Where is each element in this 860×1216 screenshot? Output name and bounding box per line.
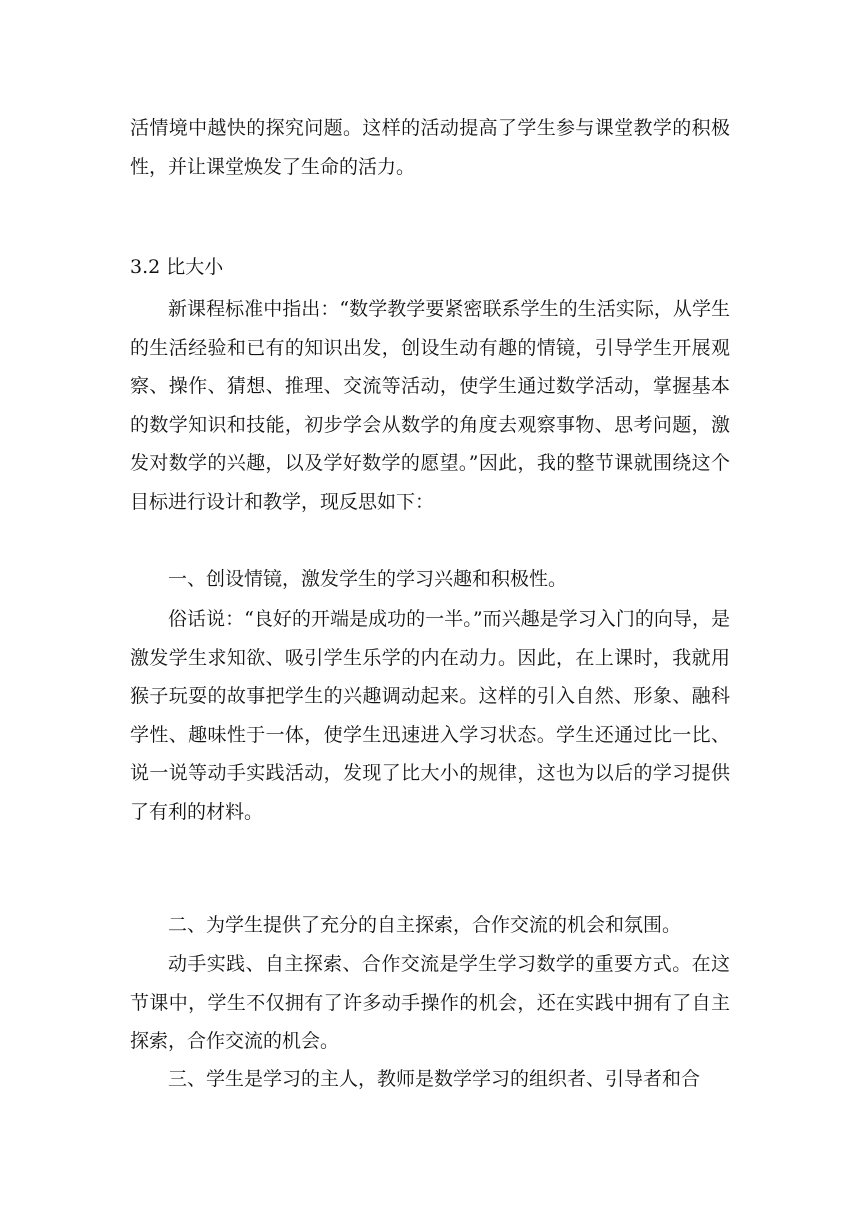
point-one-heading: 一、创设情镜，激发学生的学习兴趣和积极性。: [168, 568, 568, 590]
point-two-heading: 二、为学生提供了充分的自主探索，合作交流的机会和氛围。: [168, 914, 682, 936]
point-three-heading: 三、学生是学习的主人，教师是数学学习的组织者、引导者和合: [168, 1068, 701, 1090]
paragraph-point-one: 俗话说：“良好的开端是成功的一半。”而兴趣是学习入门的向导，是激发学生求知欲、吸引学生乐学的内在动力。因此，在上课时，我就用猴子玩耍的故事把学生的兴趣调动起来。这样的引入自然、形象、融科学性、趣味性于一体，使学生迅速进入学习状态。学生还通过比一比、说一说等动手实践活动，发现了比大小的规律，这也为以后的学习提供了有利的材料。: [130, 608, 730, 823]
paragraph-continued: 活情境中越快的探究问题。这样的活动提高了学生参与课堂教学的积极性，并让课堂焕发了生命的活力。: [130, 117, 730, 178]
paragraph-point-two: 动手实践、自主探索、合作交流是学生学习数学的重要方式。在这节课中，学生不仅拥有了许多动手操作的机会，还在实践中拥有了自主探索，合作交流的机会。: [130, 953, 730, 1052]
paragraph-standard: 新课程标准中指出：“数学教学要紧密联系学生的生活实际，从学生的生活经验和已有的知识出发，创设生动有趣的情镜，引导学生开展观察、操作、猜想、推理、交流等活动，使学生通过数学活动，掌握基本的数学知识和技能，初步学会从数学的角度去观察事物、思考问题，激发对数学的兴趣，以及学好数学的愿望。”因此，我的整节课就围绕这个目标进行设计和教学，现反思如下：: [130, 298, 730, 513]
section-heading: 3.2 比大小: [130, 256, 224, 278]
